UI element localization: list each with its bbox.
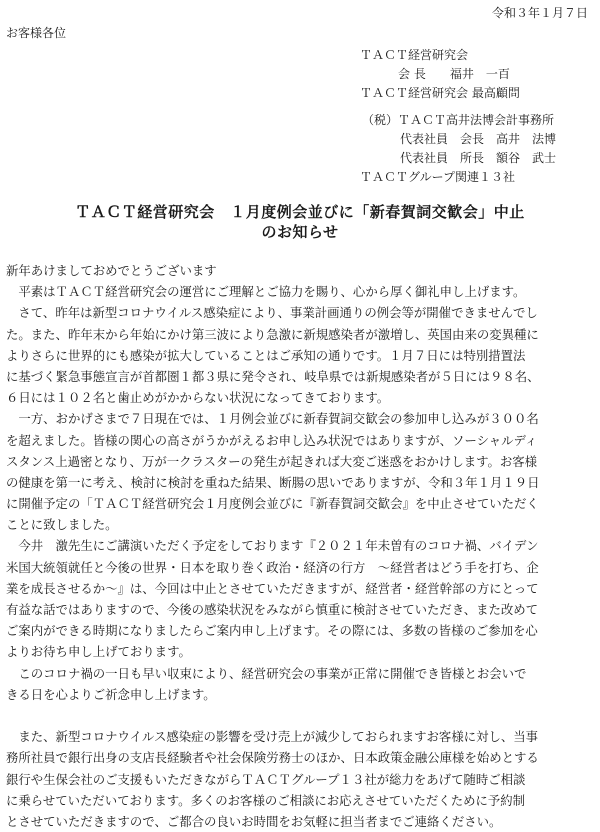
body-line: このコロナ禍の一日も早い収束により、経営研究会の事業が正常に開催でき皆様とお会いで <box>6 665 527 681</box>
sender-org: ＴＡＣＴ経営研究会 <box>360 48 469 62</box>
salutation: お客様各位 <box>6 26 67 40</box>
sender-office: （税）ＴＡＣＴ高井法博会計事務所 <box>362 113 555 127</box>
body-line: 銀行や生保会社のご支援もいただきながらＴＡＣＴグループ１３社が総力をあげて随時ご相談 <box>6 771 526 787</box>
sender-group: ＴＡＣＴグループ関連１３社 <box>360 170 516 184</box>
title-line-1: ＴＡＣＴ経営研究会 １月度例会並びに「新春賀詞交歓会」中止 <box>75 203 525 221</box>
body-line: 業を成長させるか～』は、今回は中止とさせていただきますが、経営者・経営幹部の方にとって <box>6 580 539 596</box>
body-line: よりさらに世界的にも感染が拡大していることはご承知の通りです。１月７日には特別措置法 <box>6 347 526 363</box>
body-line: 一方、おかげさまで７日現在では、１月例会並びに新春賀詞交歓会の参加申し込みが３００名 <box>6 411 539 427</box>
body-line: に開催予定の「ＴＡＣＴ経営研究会１月度例会並びに『新春賀詞交歓会』を中止させていただく <box>6 496 539 512</box>
sender-chairman: 会 長 福井 一百 <box>398 67 510 81</box>
body-line: 米国大統領就任と今後の世界・日本を取り巻く政治・経済の行方 ～経営者はどう手を打ち、企 <box>6 559 539 575</box>
sender-partner-chairman: 代表社員 会長 高井 法博 <box>400 132 557 146</box>
body-line: さて、昨年は新型コロナウイルス感染症により、事業計画通りの例会等が開催できませんでし <box>6 305 538 321</box>
title-line-2: のお知らせ <box>261 223 339 241</box>
body-line: 今井 激先生にご講演いただく予定をしております『２０２１年未曽有のコロナ禍、バイデン <box>6 538 539 554</box>
body-line: 務所社員で銀行出身の支店長経験者や社会保険労務士のほか、日本政策金融公庫様を始めとする <box>6 750 539 766</box>
notice-title <box>0 202 600 242</box>
body-line: ６日には１０２名と歯止めがかからない状況になってきております。 <box>6 390 390 406</box>
body-line: に乗らせていただいております。多くのお客様のご相談にお応えさせていただくために予約制 <box>6 792 526 808</box>
body-line: 有益な話ではありますので、今後の感染状況をみながら慎重に検討させていただき、また改めて <box>6 602 539 617</box>
letter-body <box>6 260 596 832</box>
body-line: よりお待ち申し上げております。 <box>6 644 191 660</box>
body-line: ことに致しました。 <box>6 517 118 533</box>
body-line: また、新型コロナウイルス感染症の影響を受け売上が減少しておられますお客様に対し、当事 <box>6 729 539 745</box>
body-line: の健康を第一に考え、検討に検討を重ねた結果、断腸の思いでありますが、令和３年１月１９日 <box>6 474 540 490</box>
body-line: 平素はＴＡＣＴ経営研究会の運営にご理解とご協力を賜り、心から厚く御礼申し上げます。 <box>6 284 526 300</box>
body-line: た。また、昨年末から年始にかけ第三波により急激に新規感染者が激増し、英国由来の変異種に <box>6 326 539 342</box>
body-line: を超えました。皆様の関心の高さがうかがえるお申し込み状況ではありますが、ソーシャルディ <box>6 432 538 448</box>
body-line: に基づく緊急事態宣言が首都圏１都３県に発令され、岐阜県では新規感染者が５日には９８名、 <box>6 368 540 384</box>
body-line: きる日を心よりご祈念申し上げます。 <box>6 686 216 702</box>
greeting: 新年あけましておめでとうございます <box>6 263 217 278</box>
letter-date: 令和３年１月７日 <box>491 6 588 20</box>
body-line: スタンス上過密となり、万が一クラスターの発生が起きれば大変ご迷惑をおかけします。お客様 <box>6 453 538 469</box>
paragraph-gap <box>6 705 596 726</box>
body-line: とさせていただきますので、ご都合の良いお時間をお気軽に担当者までご連絡ください。 <box>6 813 502 829</box>
sender-partner-director: 代表社員 所長 額谷 武士 <box>400 151 557 165</box>
sender-advisor: ＴＡＣＴ経営研究会 最高顧問 <box>360 86 520 100</box>
sender-block <box>360 46 596 187</box>
body-line: ご案内ができる時期になりましたらご案内申し上げます。その際には、多数の皆様のご参加を心 <box>6 623 538 639</box>
